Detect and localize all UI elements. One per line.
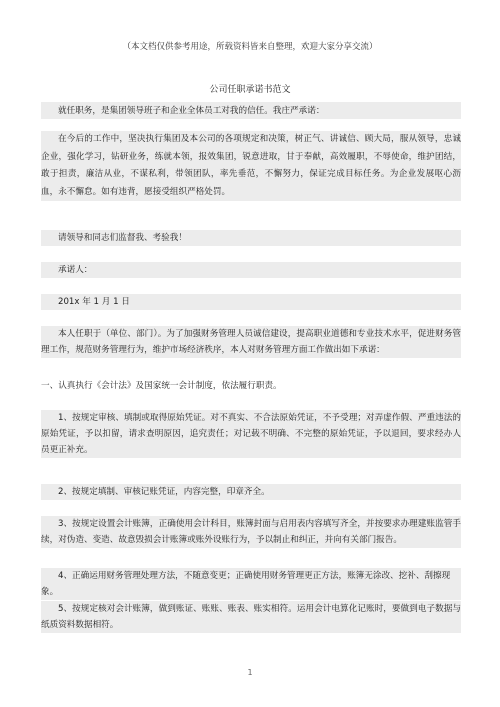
paragraph-signatory: [41, 262, 461, 278]
paragraph-8: 1、按规定审核、填制或取得原始凭证。对不真实、不合法原始凭证，不予受理；对弄虚作假、严重违法的原始凭证，予以扣留，请求查明原因，追究责任；对记载不明确、不完整的原始凭证，予以退回，要求经办人员更正补充。: [41, 413, 461, 455]
disclaimer-text: （本文档仅供参考用途，所载资料皆来自整理，欢迎大家分享交流）: [122, 42, 378, 52]
paragraph-intro: [41, 102, 461, 119]
paragraph-7: 一、认真执行《会计法》及国家统一会计制度，依法履行职责。: [41, 381, 282, 391]
document-title: 公司任职承诺书范文: [209, 85, 291, 95]
paragraph-5: 201x 年 1 月 1 日: [58, 297, 130, 307]
item-5: [41, 601, 461, 633]
paragraph-11: 4、正确运用财务管理处理方法，不随意变更；正确使用财务管理更正方法，账簿无涂改、挖补、刮擦现象。: [41, 571, 451, 597]
paragraph-12: 5、按规定核对会计账簿，做到账证、账账、账表、账实相符。运用会计电算化记账时，要做到电子数据与纸质资料数据相符。: [41, 604, 461, 630]
paragraph-10: 3、按规定设置会计账簿，正确使用会计科目，账簿封面与启用表内容填写齐全，并按要求办理建账监管手续，对伪造、变造、故意毁损会计账簿或账外设账行为，予以制止和纠正，并向有关部门报告。: [41, 519, 461, 545]
item-1: [41, 410, 461, 458]
paragraph-commitment: [41, 131, 461, 201]
paragraph-1: 就任职务，是集团领导班子和企业全体员工对我的信任。我庄严承诺：: [58, 106, 325, 116]
section-heading-1: [41, 378, 461, 394]
paragraph-4: 承诺人：: [58, 265, 93, 275]
paragraph-2: 在今后的工作中，坚决执行集团及本公司的各项规定和决策，树正气、讲诚信、顾大局，服从领导，忠诚企业，强化学习，钻研业务，练就本领，报效集团，锐意进取，甘于奉献，高效履职，不辱使命，维护团结，敢于担责，廉洁从业，不谋私利，带领团队，率先垂范，不懈努力，保证完成目标任务。为企业发展呕心沥血，永不懈怠。如有违背，愿接受组织严格处罚。: [41, 134, 461, 197]
item-2: [41, 484, 461, 500]
paragraph-3: 请领导和同志们监督我、考验我！: [58, 233, 187, 243]
item-4: [41, 568, 461, 600]
page-number: 1: [247, 668, 253, 677]
item-3: [41, 516, 461, 548]
paragraph-finance-intro: [41, 326, 461, 358]
paragraph-date: [41, 294, 461, 310]
paragraph-9: 2、按规定填制、审核记账凭证，内容完整，印章齐全。: [58, 487, 270, 497]
paragraph-6: 本人任职于（单位、部门）。为了加强财务管理人员诚信建设，提高职业道德和专业技术水平，促进财务管理工作，规范财务管理行为，维护市场经济秩序，本人对财务管理方面工作做出如下承诺：: [41, 329, 461, 355]
paragraph-supervise: [41, 230, 461, 246]
